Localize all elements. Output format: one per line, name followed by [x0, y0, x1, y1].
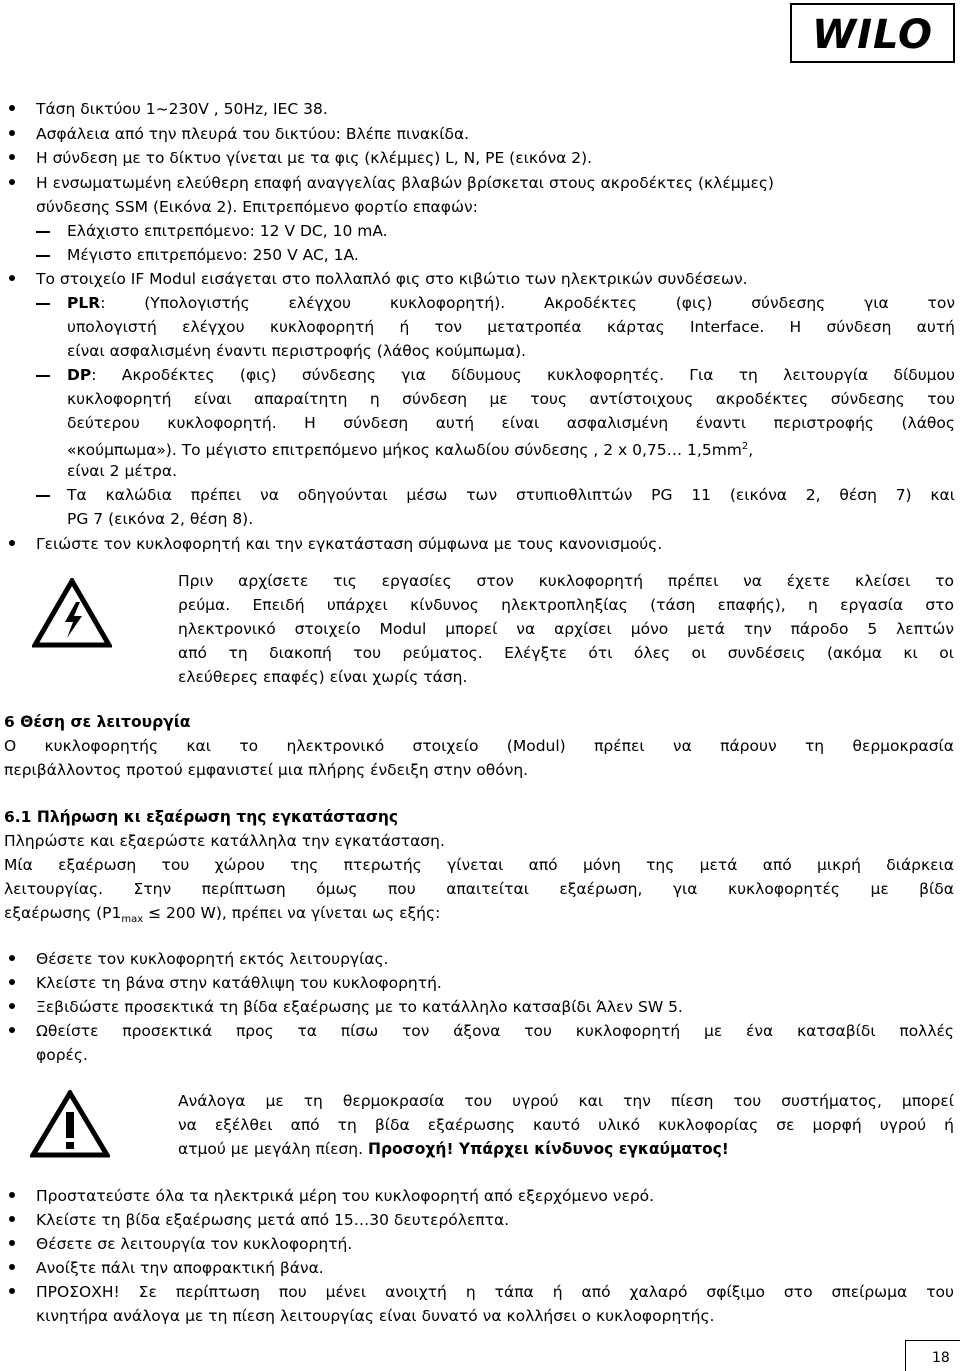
dash-icon	[36, 495, 50, 497]
warning1-line2: ρεύμα. Επειδή υπάρχει κίνδυνος ηλεκτροπληξίας (τάση επαφής), η εργασία στο	[178, 596, 954, 614]
dp-label: DP	[67, 366, 92, 384]
ground-text: Γειώστε τον κυκλοφορητή και την εγκατάσταση σύμφωνα με τους κανονισμούς.	[36, 535, 663, 553]
bullet-icon	[9, 179, 15, 185]
bullet-icon	[9, 979, 15, 985]
cable-line2: PG 7 (εικόνα 2, θέση 8).	[67, 510, 254, 528]
cable-line1: Τα καλώδια πρέπει να οδηγούνται μέσω των στυπιοθλιπτών PG 11 (εικόνα 2, θέση 7) και	[67, 486, 955, 504]
wilo-logo	[790, 3, 955, 63]
page-number: 18	[932, 1350, 950, 1366]
warning1-line5: ελεύθερες επαφές) είναι χωρίς τάση.	[178, 668, 468, 686]
max-rating-text: Μέγιστο επιτρεπόμενο: 250 V AC, 1A.	[67, 246, 359, 264]
warning1-line3: ηλεκτρονικό στοιχείο Modul μπορεί να αρχίσει μόνο μετά την πάροδο 5 λεπτών	[178, 620, 954, 638]
bullet-icon	[9, 275, 15, 281]
section61-heading: 6.1 Πλήρωση κι εξαέρωση της εγκατάστασης	[4, 808, 399, 826]
section6-para-line2: περιβάλλοντος προτού εμφανιστεί μια πλήρης ένδειξη στην οθόνη.	[4, 761, 529, 779]
dp-line4-comma: ,	[748, 441, 754, 460]
final-4: Ανοίξτε πάλι την αποφρακτική βάνα.	[36, 1259, 324, 1277]
step-4-line2: φορές.	[36, 1046, 88, 1064]
final-5-line2: κινητήρα ανάλογα με τη πίεση λειτουργίας είναι δυνατό να κολλήσει ο κυκλοφορητής.	[36, 1307, 715, 1325]
bullet-icon	[9, 1240, 15, 1246]
step-1: Θέσετε τον κυκλοφορητή εκτός λειτουργίας.	[36, 950, 389, 968]
plr-text: : (Υπολογιστής ελέγχου κυκλοφορητή). Ακροδέκτες (φις) σύνδεσης για τον	[100, 294, 955, 312]
section61-line4	[4, 902, 440, 931]
step-2: Κλείστε τη βάνα στην κατάθλιψη του κυκλοφορητή.	[36, 974, 442, 992]
section61-line4-rest: ≤ 200 W), πρέπει να γίνεται ως εξής:	[143, 904, 441, 922]
dp-line1	[67, 364, 955, 386]
warning2-line2: να εξέλθει από τη βίδα εξαέρωσης καυτό υλικό κυκλοφορίας σε μορφή υγρού ή	[178, 1116, 954, 1134]
ssm-text-line2: σύνδεσης SSM (Εικόνα 2). Επιτρεπόμενο φορτίο επαφών:	[36, 198, 478, 216]
dash-icon	[36, 375, 50, 377]
bullet-icon	[9, 1288, 15, 1294]
bullet-icon	[9, 105, 15, 111]
section61-line3: λειτουργίας. Στην περίπτωση όμως που απαιτείται εξαέρωση, για κυκλοφορητές με βίδα	[4, 880, 954, 898]
final-2: Κλείστε τη βίδα εξαέρωσης μετά από 15…30 δευτερόλεπτα.	[36, 1211, 510, 1229]
bullet-icon	[9, 130, 15, 136]
dash-icon	[36, 231, 50, 233]
warning1-line4: από τη διακοπή του ρεύματος. Ελέγξτε ότι όλες οι συνδέσεις (ακόμα κι οι	[178, 644, 954, 662]
fuse-text: Ασφάλεια από την πλευρά του δικτύου: Βλέπε πινακίδα.	[36, 125, 470, 143]
warning2-line3	[178, 1138, 729, 1160]
final-5-line1: ΠΡΟΣΟΧΗ! Σε περίπτωση που μένει ανοιχτή η τάπα ή από χαλαρό σφίξιμο στο σπείρωμα του	[36, 1283, 954, 1301]
final-1: Προστατεύστε όλα τα ηλεκτρικά μέρη του κυκλοφορητή από εξερχόμενο νερό.	[36, 1187, 655, 1205]
ifmodul-text: Το στοιχείο IF Modul εισάγεται στο πολλαπλό φις στο κιβώτιο των ηλεκτρικών συνδέσεων.	[36, 270, 748, 288]
electrical-hazard-icon	[32, 578, 112, 648]
dp-text: : Ακροδέκτες (φις) σύνδεσης για δίδυμους κυκλοφορητές. Για τη λειτουργία δίδυμου	[91, 366, 955, 384]
connection-text: Η σύνδεση με το δίκτυο γίνεται με τα φις (κλέμμες) L, N, PE (εικόνα 2).	[36, 149, 593, 167]
dp-line4-superscript: 2	[741, 441, 749, 452]
dash-icon	[36, 303, 50, 305]
voltage-text: Τάση δικτύου 1~230V , 50Hz, IEC 38.	[36, 100, 328, 118]
bullet-icon	[9, 1192, 15, 1198]
dp-line4	[67, 436, 753, 461]
dp-line3: δεύτερου κυκλοφορητή. Η σύνδεση αυτή είναι ασφαλισμένη έναντι περιστροφής (λάθος	[67, 414, 955, 432]
plr-line1	[67, 292, 955, 314]
plr-line3: είναι ασφαλισμένη έναντι περιστροφής (λάθος κούμπωμα).	[67, 342, 527, 360]
section61-line4-text: εξαέρωσης (P1	[4, 904, 122, 922]
dp-line4-text: «κούμπωμα»). Το μέγιστο επιτρεπόμενο μήκος καλωδίου σύνδεσης , 2 x 0,75… 1,5mm	[67, 441, 742, 460]
step-4-line1: Ωθείστε προσεκτικά προς τα πίσω τον άξονα του κυκλοφορητή με ένα κατσαβίδι πολλές	[36, 1022, 954, 1040]
warning2-line3-text: ατμού με μεγάλη πίεση.	[178, 1140, 368, 1158]
burn-hazard-notice: Προσοχή! Υπάρχει κίνδυνος εγκαύματος!	[367, 1140, 729, 1158]
bullet-icon	[9, 540, 15, 546]
general-warning-icon	[30, 1090, 110, 1158]
dp-line2: κυκλοφορητή είναι απαραίτητη η σύνδεση με τους αντίστοιχους ακροδέκτες σύνδεσης του	[67, 390, 955, 408]
min-rating-text: Ελάχιστο επιτρεπόμενο: 12 V DC, 10 mA.	[67, 222, 388, 240]
section6-para-line1: Ο κυκλοφορητής και το ηλεκτρονικό στοιχείο (Modul) πρέπει να πάρουν τη θερμοκρασία	[4, 737, 954, 755]
section61-line4-subscript: max	[121, 914, 144, 926]
bullet-icon	[9, 1027, 15, 1033]
logo-text: WILO	[811, 12, 934, 58]
step-3: Ξεβιδώστε προσεκτικά τη βίδα εξαέρωσης με το κατάλληλο κατσαβίδι Άλεν SW 5.	[36, 998, 683, 1016]
section6-heading: 6 Θέση σε λειτουργία	[4, 713, 191, 731]
dash-icon	[36, 255, 50, 257]
plr-label: PLR	[67, 294, 101, 312]
bullet-icon	[9, 1003, 15, 1009]
bullet-icon	[9, 154, 15, 160]
warning2-line1: Ανάλογα με τη θερμοκρασία του υγρού και την πίεση του συστήματος, μπορεί	[178, 1092, 954, 1110]
section61-line1: Πληρώστε και εξαερώστε κατάλληλα την εγκατάσταση.	[4, 832, 445, 850]
plr-line2: υπολογιστή ελέγχου κυκλοφορητή ή τον μετατροπέα κάρτας Interface. Η σύνδεση αυτή	[67, 318, 955, 336]
dp-line5: είναι 2 μέτρα.	[67, 462, 178, 480]
ssm-text-line1: Η ενσωματωμένη ελεύθερη επαφή αναγγελίας βλαβών βρίσκεται στους ακροδέκτες (κλέμμες)	[36, 174, 774, 192]
final-3: Θέσετε σε λειτουργία τον κυκλοφορητή.	[36, 1235, 353, 1253]
bullet-icon	[9, 1264, 15, 1270]
section61-line2: Μία εξαέρωση του χώρου της πτερωτής γίνεται από μόνη της μετά από μικρή διάρκεια	[4, 856, 954, 874]
warning1-line1: Πριν αρχίσετε τις εργασίες στον κυκλοφορητή πρέπει να έχετε κλείσει το	[178, 572, 954, 590]
bullet-icon	[9, 955, 15, 961]
bullet-icon	[9, 1216, 15, 1222]
